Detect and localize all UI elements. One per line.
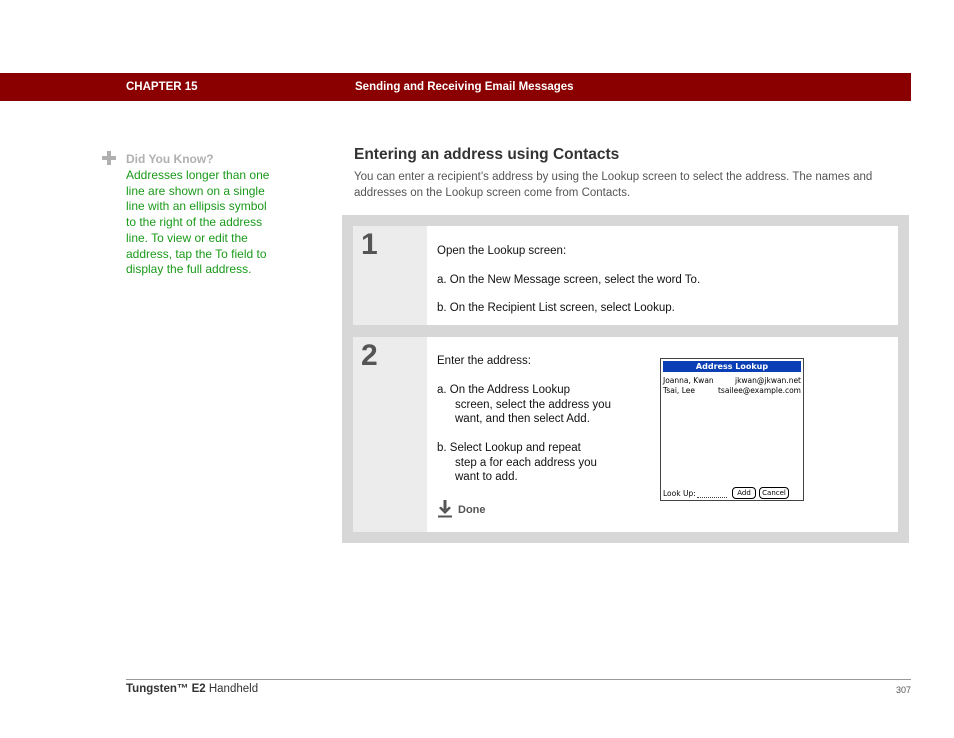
chapter-header-bar [0,73,911,101]
step-item: b. On the Recipient List screen, select Lookup. [437,302,675,314]
contact-email: jkwan@jkwan.net [734,376,801,385]
step-intro: Enter the address: [437,355,531,367]
step-intro: Open the Lookup screen: [437,245,567,257]
page-number: 307 [895,685,911,695]
tip-heading: Did You Know? [126,152,214,166]
contact-name: Joanna, Kwan [663,376,714,385]
step-number-column [353,337,427,532]
step-number: 1 [361,228,378,261]
footer-divider [126,679,911,680]
footer-product [126,683,258,695]
step-item-continued: want, and then select Add. [455,413,590,425]
step-item: a. On the Address Lookup [437,384,570,396]
down-arrow-icon [437,500,453,518]
tip-text: Addresses longer than one line are shown on a single line with an ellipsis symbol to the right of the address line. To view or edit the address, tap the To field to display the full address. [126,168,270,277]
step-item: b. Select Lookup and repeat [437,442,581,454]
step-item-continued: want to add. [455,471,518,483]
add-button: Add [732,487,756,499]
lookup-field-line [697,497,727,498]
contact-name: Tsai, Lee [663,386,695,395]
step-item: a. On the New Message screen, select the word To. [437,274,701,286]
step-1 [353,226,898,325]
palm-screen-title: Address Lookup [663,361,801,372]
plus-icon [102,151,116,165]
section-intro: You can enter a recipient’s address by using the Lookup screen to select the address. The names and addresses on the Lookup screen come from Contacts. [354,171,873,199]
product-suffix: Handheld [205,683,259,695]
cancel-button: Cancel [759,487,789,499]
chapter-title: Sending and Receiving Email Messages [355,81,574,93]
product-name: Tungsten™ E2 [126,683,206,695]
section-title: Entering an address using Contacts [354,146,620,163]
done-label: Done [458,504,486,516]
step-number-column [353,226,427,325]
step-item-continued: step a for each address you [455,457,597,469]
lookup-field-label: Look Up: [663,489,696,498]
step-number: 2 [361,339,378,372]
contact-email: tsailee@example.com [717,386,801,395]
step-item-continued: screen, select the address you [455,399,611,411]
address-lookup-screenshot [660,358,804,501]
chapter-label: CHAPTER 15 [126,81,198,93]
steps-box [342,215,909,543]
step-2 [353,337,898,532]
